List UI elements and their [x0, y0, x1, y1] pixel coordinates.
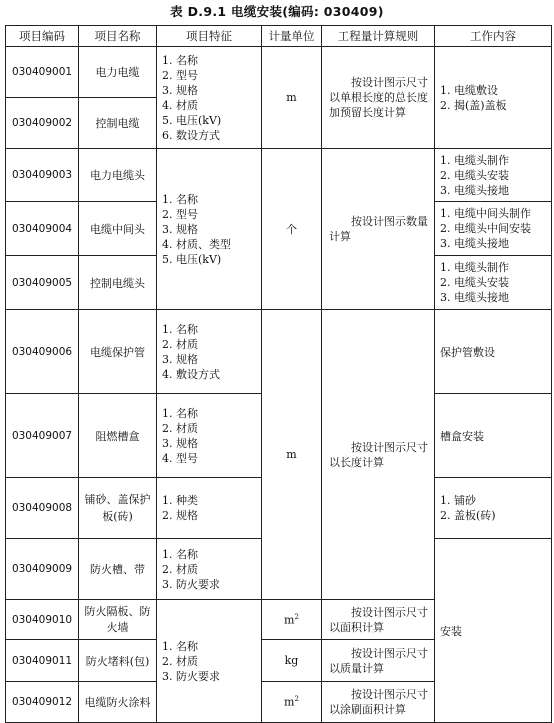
calc-rule [322, 682, 435, 723]
unit: 个 [262, 149, 322, 310]
feature-line: 5. 电压(kV) [162, 252, 222, 266]
rule-text: 按设计图示尺寸以面积计算 [329, 605, 428, 634]
feature-line: 2. 材质 [162, 562, 198, 576]
work-line: 2. 揭(盖)盖板 [440, 98, 507, 112]
feature-line: 3. 规格 [162, 436, 198, 450]
work-content [435, 310, 552, 394]
item-name: 防火堵料(包) [79, 640, 157, 682]
calc-rule [322, 47, 435, 149]
feature-line: 6. 数设方式 [162, 128, 220, 142]
unit [262, 682, 322, 723]
work-line: 1. 电缆中间头制作 [440, 207, 531, 220]
table-row [6, 310, 552, 394]
work-content [435, 202, 552, 256]
item-name: 控制电缆 [79, 98, 157, 149]
item-code: 030409002 [6, 98, 79, 149]
feature-line: 1. 名称 [162, 547, 198, 561]
item-code: 030409003 [6, 149, 79, 202]
item-name: 电力电缆头 [79, 149, 157, 202]
item-name: 阻燃槽盒 [79, 394, 157, 478]
item-name-text: 铺砂、盖保护板(砖) [84, 493, 151, 523]
work-line: 安装 [440, 624, 462, 638]
work-content [435, 256, 552, 310]
item-features [157, 539, 262, 600]
header-code: 项目编码 [6, 26, 79, 47]
feature-line: 3. 规格 [162, 222, 198, 236]
work-line: 3. 电缆头接地 [440, 183, 509, 197]
header-work: 工作内容 [435, 26, 552, 47]
calc-rule [322, 310, 435, 600]
calc-rule [322, 600, 435, 640]
item-code: 030409006 [6, 310, 79, 394]
item-code: 030409010 [6, 600, 79, 640]
feature-line: 1. 名称 [162, 322, 198, 336]
header-features: 项目特征 [157, 26, 262, 47]
item-features [157, 149, 262, 310]
work-line: 槽盒安装 [440, 429, 484, 443]
feature-line: 2. 型号 [162, 207, 198, 221]
work-line: 1. 铺砂 [440, 494, 476, 507]
unit-base: m [284, 613, 295, 627]
feature-line: 4. 材质、类型 [162, 237, 231, 251]
unit: m [262, 47, 322, 149]
work-content [435, 47, 552, 149]
rule-text: 按设计图示数量计算 [329, 215, 428, 243]
feature-line: 5. 电压(kV) [162, 113, 222, 127]
work-content [435, 539, 552, 723]
item-code: 030409011 [6, 640, 79, 682]
item-code: 030409007 [6, 394, 79, 478]
item-name: 电缆保护管 [79, 310, 157, 394]
feature-line: 2. 材质 [162, 654, 198, 668]
unit-superscript: 2 [294, 612, 299, 621]
item-name-text: 防火隔板、防火墙 [84, 604, 151, 634]
work-content [435, 394, 552, 478]
feature-line: 4. 敷设方式 [162, 367, 220, 381]
feature-line: 2. 规格 [162, 509, 198, 522]
feature-line: 4. 材质 [162, 98, 198, 112]
feature-line: 2. 材质 [162, 337, 198, 351]
work-line: 2. 电缆头中间安装 [440, 222, 531, 235]
feature-line: 1. 种类 [162, 494, 198, 507]
item-name: 电力电缆 [79, 47, 157, 98]
work-line: 1. 电缆敷设 [440, 83, 498, 97]
item-features [157, 394, 262, 478]
work-content [435, 478, 552, 539]
table-title: 表 D.9.1 电缆安装(编码: 030409) [170, 4, 384, 19]
feature-line: 3. 防火要求 [162, 669, 220, 683]
rule-text: 按设计图示尺寸以涂刷面积计算 [329, 688, 428, 716]
item-features [157, 47, 262, 149]
item-code: 030409001 [6, 47, 79, 98]
feature-line: 2. 型号 [162, 68, 198, 82]
unit-base: m [284, 695, 295, 709]
unit: m [262, 310, 322, 600]
item-name: 防火槽、带 [79, 539, 157, 600]
rule-text: 按设计图示尺寸以长度计算 [329, 440, 428, 469]
item-name [79, 478, 157, 539]
unit: kg [262, 640, 322, 682]
header-rule: 工程量计算规则 [322, 26, 435, 47]
cable-installation-table [5, 25, 552, 723]
work-content [435, 149, 552, 202]
feature-line: 3. 防火要求 [162, 577, 220, 591]
item-features [157, 600, 262, 723]
table-row [6, 47, 552, 98]
header-row [6, 26, 552, 47]
feature-line: 1. 名称 [162, 53, 198, 67]
feature-line: 1. 名称 [162, 406, 198, 420]
item-name [79, 600, 157, 640]
item-code: 030409005 [6, 256, 79, 310]
feature-line: 4. 型号 [162, 451, 198, 465]
header-name: 项目名称 [79, 26, 157, 47]
feature-line: 2. 材质 [162, 421, 198, 435]
feature-line: 3. 规格 [162, 83, 198, 97]
work-line: 保护管敷设 [440, 345, 495, 359]
item-code: 030409008 [6, 478, 79, 539]
table-row [6, 149, 552, 202]
item-name: 控制电缆头 [79, 256, 157, 310]
work-line: 3. 电缆头接地 [440, 291, 509, 304]
work-line: 2. 电缆头安装 [440, 168, 509, 182]
work-line: 1. 电缆头制作 [440, 153, 509, 167]
item-features [157, 310, 262, 394]
item-name: 电缆防火涂料 [79, 682, 157, 723]
item-code: 030409012 [6, 682, 79, 723]
feature-line: 3. 规格 [162, 352, 198, 366]
item-code: 030409004 [6, 202, 79, 256]
item-code: 030409009 [6, 539, 79, 600]
feature-line: 1. 名称 [162, 192, 198, 206]
header-unit: 计量单位 [262, 26, 322, 47]
work-line: 3. 电缆头接地 [440, 237, 509, 250]
rule-text: 按设计图示尺寸以单根长度的总长度加预留长度计算 [329, 76, 428, 119]
work-line: 2. 电缆头安装 [440, 276, 509, 289]
rule-text: 按设计图示尺寸以质量计算 [329, 646, 428, 675]
work-line: 1. 电缆头制作 [440, 261, 509, 274]
work-line: 2. 盖板(砖) [440, 509, 496, 522]
calc-rule [322, 149, 435, 310]
unit [262, 600, 322, 640]
unit-superscript: 2 [294, 695, 299, 704]
feature-line: 1. 名称 [162, 639, 198, 653]
item-name: 电缆中间头 [79, 202, 157, 256]
calc-rule [322, 640, 435, 682]
item-features [157, 478, 262, 539]
